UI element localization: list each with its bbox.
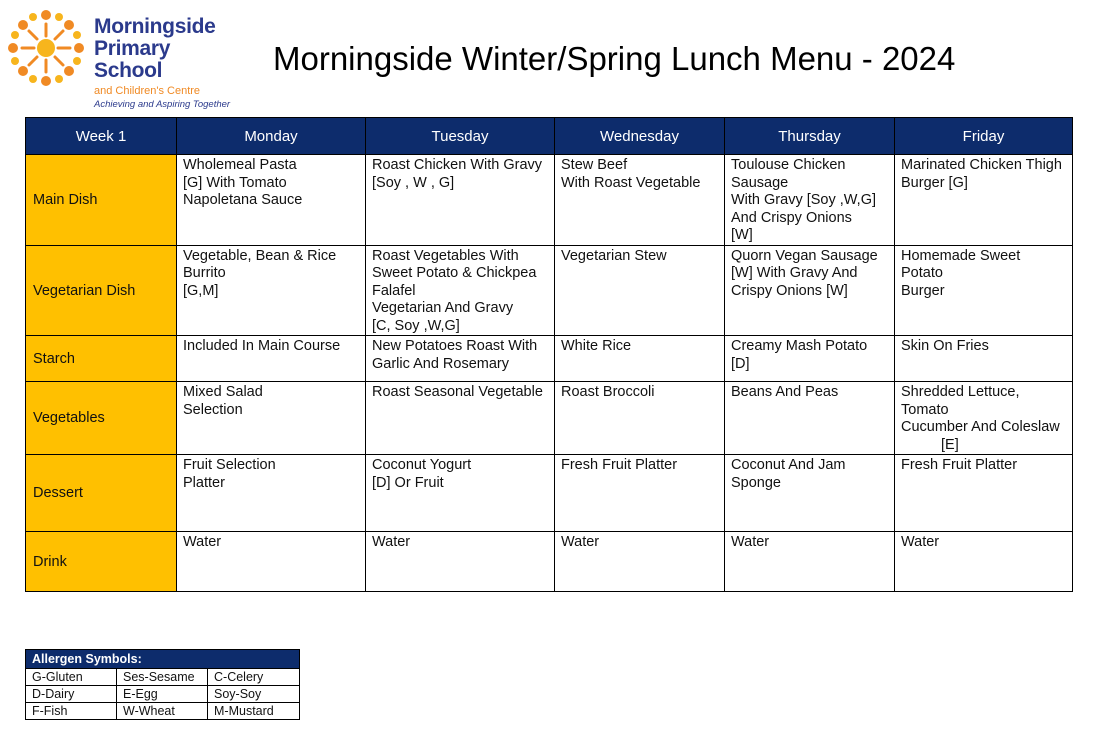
logo-line-3: and Children's Centre [94, 85, 201, 97]
menu-row [26, 382, 1073, 455]
menu-cell-line: [D] Or Fruit [372, 474, 444, 491]
row-label: Vegetables [26, 382, 177, 455]
menu-cell-line: Marinated Chicken Thigh [901, 157, 1062, 173]
menu-cell-thursday [725, 336, 895, 382]
menu-cell-wednesday [555, 455, 725, 532]
menu-cell-line: Burrito [183, 265, 226, 281]
menu-cell-monday [177, 336, 366, 382]
lunch-menu-table [25, 117, 1073, 592]
menu-cell-tuesday [366, 336, 555, 382]
menu-cell-line: With Roast Vegetable [561, 174, 701, 191]
allergen-item: C-Celery [208, 669, 300, 686]
row-label: Main Dish [26, 155, 177, 246]
menu-cell-line: Coconut Yogurt [372, 457, 472, 473]
menu-cell-line: Roast Chicken With Gravy [372, 157, 543, 173]
allergen-title: Allergen Symbols: [26, 650, 300, 669]
menu-cell-line: White Rice [561, 338, 632, 354]
menu-cell-line: With Gravy [Soy ,W,G] [731, 192, 877, 208]
menu-cell-line: Vegetable, Bean & Rice [183, 247, 337, 264]
menu-cell-line: Platter [183, 474, 225, 491]
menu-cell-line: Mixed Salad [183, 384, 263, 400]
allergen-item: G-Gluten [26, 669, 117, 686]
menu-body [26, 155, 1073, 592]
menu-cell-line: [W] [731, 227, 753, 243]
row-label: Starch [26, 336, 177, 382]
menu-row [26, 155, 1073, 246]
header-week: Week 1 [26, 118, 177, 155]
menu-cell-line: Sponge [731, 474, 781, 491]
menu-cell-line: Roast Broccoli [561, 384, 655, 400]
menu-cell-friday [895, 155, 1073, 246]
menu-row [26, 336, 1073, 382]
menu-cell-line: Fresh Fruit Platter [901, 457, 1018, 473]
menu-cell-tuesday [366, 532, 555, 592]
menu-cell-line: [C, Soy ,W,G] [372, 317, 460, 334]
menu-cell-monday [177, 455, 366, 532]
menu-row [26, 245, 1073, 336]
menu-cell-thursday [725, 155, 895, 246]
menu-cell-line: Quorn Vegan Sausage [731, 247, 878, 264]
menu-cell-line: Coconut And Jam [731, 457, 846, 473]
menu-cell-line: Cucumber And Coleslaw [901, 419, 1060, 435]
menu-cell-wednesday [555, 245, 725, 336]
menu-cell-line: Wholemeal Pasta [183, 157, 297, 173]
menu-cell-friday [895, 382, 1073, 455]
menu-cell-line: Water [372, 534, 411, 550]
menu-cell-tuesday [366, 455, 555, 532]
menu-cell-line: Potato [901, 265, 943, 281]
row-label: Dessert [26, 455, 177, 532]
menu-cell-line: [Soy , W , G] [372, 174, 455, 191]
logo-line-2: Primary School [94, 37, 171, 82]
row-label: Vegetarian Dish [26, 245, 177, 336]
allergen-row [26, 669, 300, 686]
menu-cell-tuesday [366, 382, 555, 455]
menu-cell-line: Napoletana Sauce [183, 192, 303, 208]
menu-row [26, 532, 1073, 592]
menu-cell-line: Creamy Mash Potato [731, 338, 868, 354]
header-monday: Monday [177, 118, 366, 155]
menu-header-row [26, 118, 1073, 155]
menu-cell-monday [177, 245, 366, 336]
menu-cell-wednesday [555, 532, 725, 592]
menu-cell-line: Water [731, 534, 770, 550]
allergen-item: D-Dairy [26, 686, 117, 703]
menu-cell-monday [177, 382, 366, 455]
allergen-row [26, 686, 300, 703]
menu-cell-thursday [725, 245, 895, 336]
menu-cell-line: Selection [183, 401, 243, 418]
menu-cell-friday [895, 532, 1073, 592]
menu-cell-line: Beans And Peas [731, 384, 839, 400]
school-logo [4, 6, 234, 110]
row-label: Drink [26, 532, 177, 592]
allergen-legend [25, 649, 300, 720]
header-wednesday: Wednesday [555, 118, 725, 155]
menu-cell-line: [G,M] [183, 282, 219, 299]
menu-cell-line: Fruit Selection [183, 457, 276, 473]
menu-cell-line: [W] With Gravy And [731, 265, 858, 281]
allergen-item: M-Mustard [208, 703, 300, 720]
allergen-item: Ses-Sesame [117, 669, 208, 686]
logo-tagline: Achieving and Aspiring Together [94, 99, 231, 110]
menu-cell-line: Skin On Fries [901, 338, 989, 354]
menu-cell-line: Sausage [731, 174, 789, 191]
allergen-item: W-Wheat [117, 703, 208, 720]
menu-cell-line: Water [901, 534, 940, 550]
menu-cell-line: And Crispy Onions [731, 209, 852, 226]
menu-cell-line: Burger [901, 282, 945, 299]
menu-cell-tuesday [366, 245, 555, 336]
menu-cell-thursday [725, 532, 895, 592]
menu-cell-friday [895, 455, 1073, 532]
menu-cell-line: Falafel [372, 282, 416, 299]
menu-cell-line: Sweet Potato & Chickpea [372, 265, 537, 281]
header-tuesday: Tuesday [366, 118, 555, 155]
allergen-item: E-Egg [117, 686, 208, 703]
menu-cell-line: Burger [G] [901, 174, 968, 191]
menu-cell-line: Vegetarian Stew [561, 247, 667, 264]
menu-cell-line: Shredded Lettuce, [901, 384, 1020, 400]
menu-cell-line: Roast Seasonal Vegetable [372, 384, 543, 400]
menu-cell-line: New Potatoes Roast With [372, 338, 538, 354]
menu-cell-line: Toulouse Chicken [731, 157, 846, 173]
menu-cell-line: [E] [941, 436, 959, 453]
menu-cell-wednesday [555, 336, 725, 382]
allergen-item: F-Fish [26, 703, 117, 720]
logo-line-1: Morningside [94, 15, 216, 38]
menu-cell-wednesday [555, 155, 725, 246]
menu-cell-line: [G] With Tomato [183, 174, 287, 191]
allergen-row [26, 703, 300, 720]
menu-cell-line: Water [561, 534, 600, 550]
menu-cell-line: Vegetarian And Gravy [372, 300, 514, 316]
page-title: Morningside Winter/Spring Lunch Menu - 2024 [273, 40, 956, 77]
menu-cell-line: Fresh Fruit Platter [561, 457, 678, 473]
menu-cell-line: Garlic And Rosemary [372, 355, 509, 372]
header-thursday: Thursday [725, 118, 895, 155]
menu-cell-line: Water [183, 534, 222, 550]
menu-row [26, 455, 1073, 532]
logo-text [94, 16, 234, 111]
menu-cell-line: Tomato [901, 401, 949, 418]
allergen-item: Soy-Soy [208, 686, 300, 703]
menu-cell-thursday [725, 455, 895, 532]
menu-cell-friday [895, 245, 1073, 336]
menu-cell-line: Roast Vegetables With [372, 247, 519, 264]
menu-cell-wednesday [555, 382, 725, 455]
menu-cell-friday [895, 336, 1073, 382]
menu-cell-tuesday [366, 155, 555, 246]
menu-cell-line: Crispy Onions [W] [731, 282, 848, 299]
menu-cell-line: Homemade Sweet [901, 247, 1021, 264]
menu-cell-line: Stew Beef [561, 157, 628, 173]
menu-cell-thursday [725, 382, 895, 455]
header-friday: Friday [895, 118, 1073, 155]
menu-cell-monday [177, 155, 366, 246]
menu-cell-line: Included In Main Course [183, 338, 341, 354]
menu-cell-line: [D] [731, 355, 750, 372]
menu-cell-monday [177, 532, 366, 592]
sun-logo-icon [4, 6, 88, 90]
